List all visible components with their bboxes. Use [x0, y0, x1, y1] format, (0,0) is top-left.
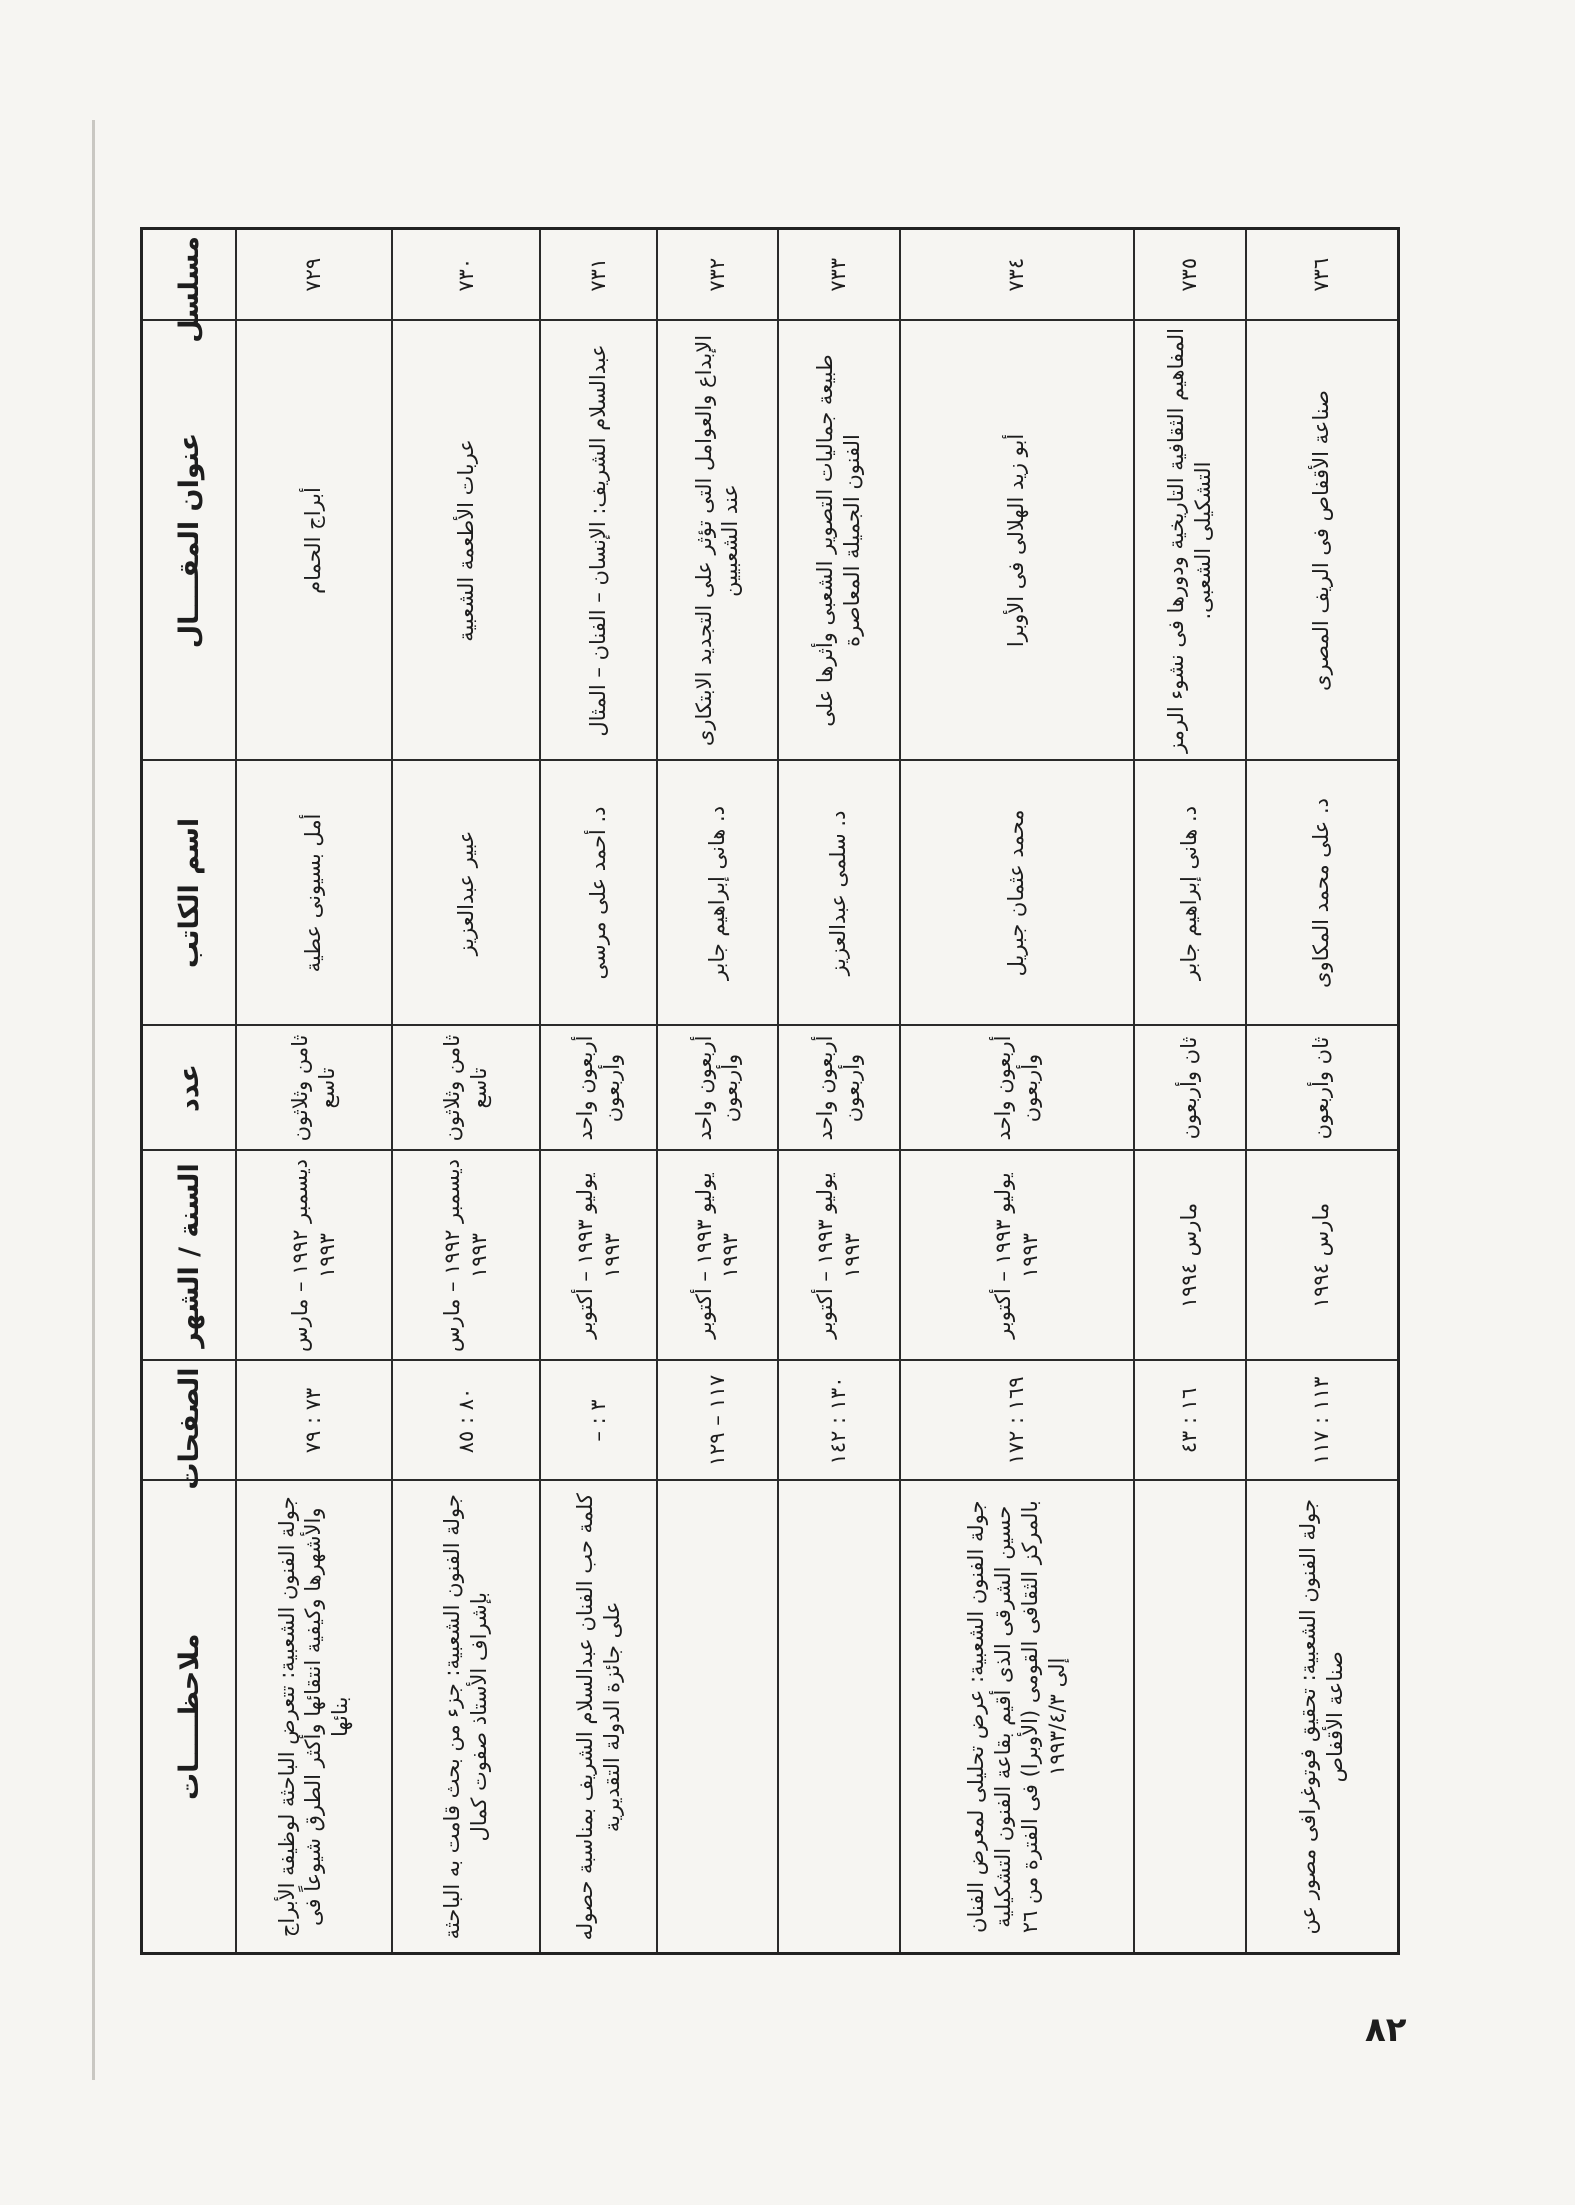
cell-title: الإبداع والعوامل التى تؤثر على التجديد الابتكارى عند الشعبيين	[657, 321, 777, 761]
cell-issue: ثامن وثلاثون تاسع	[392, 1026, 541, 1151]
cell-serial: ٧٣٠	[392, 229, 541, 321]
table-row	[657, 229, 777, 1954]
cell-pages: ١٦٩ : ١٧٢	[900, 1361, 1134, 1481]
cell-issue: ثان وأربعون	[1134, 1026, 1246, 1151]
cell-title: أبو زيد الهلالى فى الأوبرا	[900, 321, 1134, 761]
table-row	[392, 229, 541, 1954]
cell-serial: ٧٣٣	[778, 229, 900, 321]
cell-serial: ٧٣٥	[1134, 229, 1246, 321]
cell-issue: أربعون واحد وأربعون	[900, 1026, 1134, 1151]
articles-index-table	[140, 227, 1400, 1955]
cell-issue: ثامن وثلاثون تاسع	[236, 1026, 392, 1151]
cell-notes	[1134, 1481, 1246, 1954]
cell-pages: ٧٣ : ٧٩	[236, 1361, 392, 1481]
cell-issue: أربعون واحد وأربعون	[540, 1026, 657, 1151]
cell-serial: ٧٣٢	[657, 229, 777, 321]
cell-notes: جولة الفنون الشعبية: تتعرض الباحثة لوظيفة الأبراج والأشهرها وكيفية انتقائها وأكثر الطرق شيوعاً فى بنائها	[236, 1481, 392, 1954]
cell-title: المفاهيم الثقافية التاريخية ودورها فى نشوء الرمز التشكيلى الشعبى.	[1134, 321, 1246, 761]
cell-author: محمد عثمان جبريل	[900, 761, 1134, 1026]
cell-date: مارس ١٩٩٤	[1246, 1151, 1399, 1361]
cell-title: أبراج الحمام	[236, 321, 392, 761]
cell-pages: ٨٠ : ٨٥	[392, 1361, 541, 1481]
page-spine-shadow	[92, 120, 95, 2080]
cell-serial: ٧٢٩	[236, 229, 392, 321]
cell-serial: ٧٣٤	[900, 229, 1134, 321]
header-date: السنة / الشهر	[142, 1151, 237, 1361]
page-number: ٨٢	[1365, 2010, 1407, 2050]
cell-title: صناعة الأقفاص فى الريف المصرى	[1246, 321, 1399, 761]
cell-notes	[657, 1481, 777, 1954]
cell-author: عبير عبدالعزيز	[392, 761, 541, 1026]
header-title: عنوان المقــــال	[142, 321, 237, 761]
header-serial: مسلسل	[142, 229, 237, 321]
cell-pages: ٣ : –	[540, 1361, 657, 1481]
cell-author: د. أحمد على مرسى	[540, 761, 657, 1026]
cell-issue: أربعون واحد وأربعون	[657, 1026, 777, 1151]
cell-notes: جولة الفنون الشعبية: جزء من بحث قامت به الباحثة بإشراف الأستاذ صفوت كمال	[392, 1481, 541, 1954]
cell-date: يوليو ١٩٩٣ – أكتوبر ١٩٩٣	[778, 1151, 900, 1361]
table-row	[778, 229, 900, 1954]
cell-notes: كلمة حب الفنان عبدالسلام الشريف بمناسبة حصوله على جائزة الدولة التقديرية	[540, 1481, 657, 1954]
cell-notes: جولة الفنون الشعبية: تحقيق فوتوغرافى مصور عن صناعة الأقفاص	[1246, 1481, 1399, 1954]
cell-serial: ٧٣١	[540, 229, 657, 321]
cell-author: د. هانى إبراهيم جابر	[657, 761, 777, 1026]
cell-issue: ثان وأربعون	[1246, 1026, 1399, 1151]
cell-title: عبدالسلام الشريف: الإنسان – الفنان – المثال	[540, 321, 657, 761]
cell-date: ديسمبر ١٩٩٢ – مارس ١٩٩٣	[236, 1151, 392, 1361]
table-rotator	[140, 230, 1400, 1955]
cell-notes: جولة الفنون الشعبية: عرض تحليلى لمعرض الفنان حسين الشرقى الذى أقيم بقاعة الفنون التشكيلية بالمركز الثقافى القومى (الأوبرا) فى الفترة من ٢٦ إلى ١٩٩٣/٤/٣	[900, 1481, 1134, 1954]
rotated-table-area	[140, 230, 1400, 1955]
table-row	[1134, 229, 1246, 1954]
cell-serial: ٧٣٦	[1246, 229, 1399, 321]
cell-date: يوليو ١٩٩٣ – أكتوبر ١٩٩٣	[657, 1151, 777, 1361]
table-row	[900, 229, 1134, 1954]
header-notes: ملاحظـــــات	[142, 1481, 237, 1954]
table-row	[1246, 229, 1399, 1954]
cell-date: مارس ١٩٩٤	[1134, 1151, 1246, 1361]
table-row	[236, 229, 392, 1954]
table-header-row	[142, 229, 237, 1954]
cell-pages: ١١٣ : ١١٧	[1246, 1361, 1399, 1481]
cell-issue: أربعون واحد وأربعون	[778, 1026, 900, 1151]
cell-pages: ١٦ : ٤٣	[1134, 1361, 1246, 1481]
header-issue: عدد	[142, 1026, 237, 1151]
table-row	[540, 229, 657, 1954]
header-author: اسم الكاتب	[142, 761, 237, 1026]
header-pages: الصفحات	[142, 1361, 237, 1481]
cell-pages: ١١٧ – ١٢٩	[657, 1361, 777, 1481]
cell-date: يوليو ١٩٩٣ – أكتوبر ١٩٩٣	[540, 1151, 657, 1361]
cell-date: يوليو ١٩٩٣ – أكتوبر ١٩٩٣	[900, 1151, 1134, 1361]
cell-author: د. سلمى عبدالعزيز	[778, 761, 900, 1026]
cell-title: طبيعة جماليات التصوير الشعبى وأثرها على الفنون الجميلة المعاصرة	[778, 321, 900, 761]
cell-author: د. هانى إبراهيم جابر	[1134, 761, 1246, 1026]
cell-notes	[778, 1481, 900, 1954]
cell-author: أمل بسيونى عطية	[236, 761, 392, 1026]
cell-pages: ١٣٠ : ١٤٢	[778, 1361, 900, 1481]
cell-date: ديسمبر ١٩٩٢ – مارس ١٩٩٣	[392, 1151, 541, 1361]
cell-title: عربات الأطعمة الشعبية	[392, 321, 541, 761]
cell-author: د. على محمد المكاوى	[1246, 761, 1399, 1026]
